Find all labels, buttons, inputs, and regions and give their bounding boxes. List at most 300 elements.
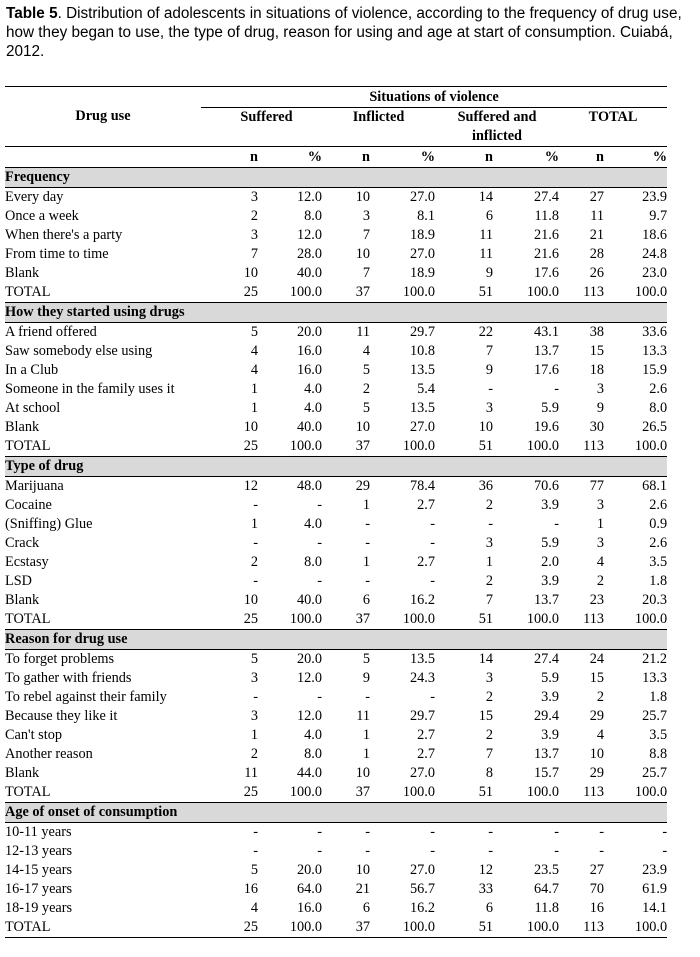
drug-use-table	[5, 86, 667, 938]
count-cell: 3	[596, 535, 604, 551]
percent-cell: 100.0	[526, 284, 559, 300]
count-cell: 3	[250, 227, 258, 243]
table-row	[5, 361, 667, 380]
count-cell: 4	[362, 343, 370, 359]
percent-cell: 24.8	[642, 246, 668, 262]
count-cell: 7	[485, 592, 493, 608]
table-row	[5, 515, 667, 534]
count-cell: 2	[250, 746, 258, 762]
count-cell: 3	[596, 381, 604, 397]
count-cell: 25	[243, 611, 258, 627]
percent-cell: 64.7	[533, 881, 559, 897]
row-label: A friend offered	[5, 324, 97, 340]
percent-cell: 40.0	[296, 419, 322, 435]
section-title: How they started using drugs	[5, 303, 667, 323]
percent-cell: 61.9	[642, 881, 668, 897]
percent-cell: 3.9	[541, 573, 559, 589]
percent-cell: 20.0	[296, 651, 322, 667]
percent-cell: 3.9	[541, 497, 559, 513]
percent-cell: 100.0	[634, 284, 668, 300]
percent-cell: 12.0	[296, 670, 322, 686]
percent-cell: 44.0	[296, 765, 322, 781]
percent-cell: 16.0	[296, 900, 322, 916]
count-cell: 25	[243, 784, 258, 800]
percent-cell: 29.4	[533, 708, 559, 724]
count-cell: 113	[583, 284, 604, 300]
count-cell: 2	[250, 208, 258, 224]
count-cell: -	[365, 689, 370, 705]
table-row	[5, 745, 667, 764]
count-cell: 10	[243, 592, 258, 608]
percent-cell: 26.5	[642, 419, 668, 435]
table-row	[5, 188, 667, 208]
count-cell: -	[599, 824, 604, 840]
count-cell: 12	[478, 862, 493, 878]
percent-cell: 100.0	[612, 918, 667, 938]
count-cell: -	[253, 689, 258, 705]
count-cell: 2	[485, 727, 493, 743]
count-cell: 14	[478, 189, 493, 205]
table-row	[5, 534, 667, 553]
count-cell: 15	[589, 670, 604, 686]
count-cell: 10	[355, 419, 370, 435]
sub-header-n: n	[485, 148, 493, 165]
percent-cell: 17.6	[533, 362, 559, 378]
percent-cell: 5.9	[541, 670, 559, 686]
count-cell: 33	[478, 881, 493, 897]
row-label: At school	[5, 400, 61, 416]
table-row	[5, 226, 667, 245]
count-cell: 21	[355, 881, 370, 897]
table-body	[5, 168, 667, 938]
count-cell: 70	[589, 881, 604, 897]
row-label: TOTAL	[5, 784, 51, 800]
percent-cell: 9.7	[649, 208, 668, 224]
percent-cell: -	[554, 381, 559, 397]
section-header-row	[5, 303, 667, 323]
row-label: Blank	[5, 592, 40, 608]
percent-cell: 100.0	[289, 284, 322, 300]
percent-cell: 100.0	[526, 438, 559, 454]
count-cell: 18	[589, 362, 604, 378]
row-label: TOTAL	[5, 438, 51, 454]
count-cell: 25	[243, 438, 258, 454]
col-header-total: TOTAL	[588, 109, 638, 125]
percent-cell: 100.0	[402, 284, 435, 300]
percent-cell: -	[554, 824, 559, 840]
count-cell: 4	[250, 362, 258, 378]
count-cell: 24	[589, 651, 604, 667]
percent-cell: 20.0	[296, 324, 322, 340]
table-row	[5, 380, 667, 399]
percent-cell: 12.0	[296, 227, 322, 243]
count-cell: 3	[596, 497, 604, 513]
count-cell: -	[253, 573, 258, 589]
count-cell: -	[253, 497, 258, 513]
count-cell: 2	[485, 497, 493, 513]
percent-cell: 18.6	[642, 227, 668, 243]
percent-cell: 4.0	[304, 727, 322, 743]
row-label: LSD	[5, 573, 33, 589]
section-header-row	[5, 168, 667, 188]
count-cell: 29	[589, 708, 604, 724]
count-cell: 27	[589, 189, 604, 205]
percent-cell: 2.7	[417, 554, 435, 570]
count-cell: 10	[355, 862, 370, 878]
count-cell: 6	[485, 900, 493, 916]
table-row	[5, 591, 667, 610]
percent-cell: 4.0	[304, 516, 322, 532]
sub-header-n: n	[362, 148, 370, 165]
table-row	[5, 899, 667, 918]
row-label: 18-19 years	[5, 900, 73, 916]
count-cell: 3	[250, 708, 258, 724]
count-cell: 7	[362, 265, 370, 281]
percent-cell: 3.5	[649, 727, 668, 743]
row-label: In a Club	[5, 362, 59, 378]
count-cell: 11	[479, 227, 493, 243]
table-header	[5, 87, 667, 168]
percent-cell: 3.9	[541, 689, 559, 705]
percent-cell: -	[430, 573, 435, 589]
percent-cell: 27.0	[409, 189, 435, 205]
percent-cell: 40.0	[296, 592, 322, 608]
count-cell: 26	[589, 265, 604, 281]
percent-cell: 23.0	[642, 265, 668, 281]
table-row	[5, 726, 667, 745]
row-label: 10-11 years	[5, 824, 72, 840]
row-label: 14-15 years	[5, 862, 73, 878]
percent-cell: 29.7	[409, 324, 435, 340]
percent-cell: 20.3	[642, 592, 668, 608]
percent-cell: 100.0	[526, 784, 559, 800]
table-row	[5, 418, 667, 437]
table-row	[5, 650, 667, 670]
table-row	[5, 553, 667, 572]
row-label: Another reason	[5, 746, 93, 762]
sub-header-pct: %	[420, 148, 435, 165]
count-cell: 77	[589, 478, 604, 494]
percent-cell: 100.0	[526, 611, 559, 627]
percent-cell: 2.0	[541, 554, 559, 570]
row-label: Blank	[5, 419, 40, 435]
count-cell: 16	[589, 900, 604, 916]
count-cell: 29	[355, 478, 370, 494]
percent-cell: 16.0	[296, 362, 322, 378]
percent-cell: 27.4	[533, 651, 559, 667]
row-label: Cocaine	[5, 497, 52, 513]
table-row	[5, 707, 667, 726]
percent-cell: 13.7	[533, 592, 559, 608]
table-row	[5, 880, 667, 899]
percent-cell: 2.7	[417, 497, 435, 513]
percent-cell: 8.0	[304, 746, 322, 762]
percent-cell: 100.0	[634, 438, 668, 454]
percent-cell: 16.2	[409, 592, 435, 608]
count-cell: -	[488, 843, 493, 859]
percent-cell: 1.8	[649, 689, 668, 705]
percent-cell: -	[662, 824, 668, 840]
percent-cell: 25.7	[642, 708, 668, 724]
count-cell: 4	[596, 554, 604, 570]
row-label: Crack	[5, 535, 40, 551]
percent-cell: 100.0	[634, 784, 668, 800]
percent-cell: 8.1	[417, 208, 435, 224]
row-label: 16-17 years	[5, 881, 73, 897]
percent-cell: -	[317, 689, 322, 705]
count-cell: 16	[243, 881, 258, 897]
section-header-row	[5, 630, 667, 650]
count-cell: 10	[355, 246, 370, 262]
count-cell: 2	[362, 381, 370, 397]
percent-cell: 10.8	[409, 343, 435, 359]
count-cell: 11	[356, 708, 370, 724]
percent-cell: 23.5	[533, 862, 559, 878]
percent-cell: -	[430, 689, 435, 705]
percent-cell: 13.3	[642, 670, 668, 686]
count-cell: -	[488, 381, 493, 397]
count-cell: 21	[589, 227, 604, 243]
percent-cell: 27.4	[533, 189, 559, 205]
percent-cell: 5.9	[541, 535, 559, 551]
count-cell: 2	[596, 573, 604, 589]
table-row	[5, 688, 667, 707]
percent-cell: 13.7	[533, 343, 559, 359]
percent-cell: 23.9	[642, 862, 668, 878]
table-row	[5, 823, 667, 843]
count-cell: 113	[559, 918, 612, 938]
percent-cell: 68.1	[642, 478, 668, 494]
percent-cell: 8.0	[304, 208, 322, 224]
percent-cell: 21.2	[642, 651, 668, 667]
row-label: TOTAL	[5, 918, 201, 938]
row-label: Once a week	[5, 208, 79, 224]
percent-cell: 4.0	[304, 400, 322, 416]
percent-cell: 64.0	[296, 881, 322, 897]
group-header: Situations of violence	[201, 87, 667, 108]
count-cell: 3	[362, 208, 370, 224]
percent-cell: -	[317, 824, 322, 840]
row-label: Someone in the family uses it	[5, 381, 175, 397]
count-cell: 9	[485, 362, 493, 378]
count-cell: 51	[478, 438, 493, 454]
count-cell: 12	[243, 478, 258, 494]
percent-cell: 100.0	[402, 611, 435, 627]
percent-cell: 27.0	[409, 246, 435, 262]
count-cell: 6	[362, 900, 370, 916]
table-row	[5, 245, 667, 264]
percent-cell: 43.1	[533, 324, 559, 340]
count-cell: 10	[355, 189, 370, 205]
count-cell: 8	[485, 765, 493, 781]
row-label: TOTAL	[5, 611, 51, 627]
percent-cell: 40.0	[296, 265, 322, 281]
count-cell: 4	[250, 900, 258, 916]
percent-cell: 23.9	[642, 189, 668, 205]
table-row	[5, 264, 667, 283]
count-cell: 2	[250, 554, 258, 570]
count-cell: -	[599, 843, 604, 859]
percent-cell: 28.0	[296, 246, 322, 262]
count-cell: 27	[589, 862, 604, 878]
table-row	[5, 861, 667, 880]
row-label: When there's a party	[5, 227, 123, 243]
row-label: Blank	[5, 265, 40, 281]
row-label: Saw somebody else using	[5, 343, 153, 359]
count-cell: 36	[478, 478, 493, 494]
percent-cell: 13.5	[409, 651, 435, 667]
count-cell: -	[488, 516, 493, 532]
percent-cell: -	[430, 516, 435, 532]
percent-cell: 13.7	[533, 746, 559, 762]
row-label: Ecstasy	[5, 554, 49, 570]
count-cell: 1	[250, 381, 258, 397]
percent-cell: 0.9	[649, 516, 668, 532]
count-cell: -	[365, 516, 370, 532]
count-cell: 51	[478, 784, 493, 800]
count-cell: 11	[356, 324, 370, 340]
total-row	[5, 918, 667, 938]
count-cell: -	[253, 535, 258, 551]
table-row	[5, 477, 667, 497]
count-cell: -	[365, 573, 370, 589]
count-cell: 1	[362, 746, 370, 762]
count-cell: -	[365, 843, 370, 859]
percent-cell: 11.8	[534, 900, 559, 916]
percent-cell: 48.0	[296, 478, 322, 494]
count-cell: 1	[362, 554, 370, 570]
count-cell: 37	[355, 438, 370, 454]
percent-cell: 17.6	[533, 265, 559, 281]
count-cell: 29	[589, 765, 604, 781]
percent-cell: 5.4	[417, 381, 435, 397]
count-cell: 7	[250, 246, 258, 262]
row-label: (Sniffing) Glue	[5, 516, 93, 532]
count-cell: 1	[362, 727, 370, 743]
count-cell: 1	[250, 727, 258, 743]
count-cell: 37	[355, 784, 370, 800]
percent-cell: 15.9	[642, 362, 668, 378]
percent-cell: -	[430, 824, 435, 840]
percent-cell: 100.0	[266, 918, 322, 938]
percent-cell: 2.6	[649, 535, 668, 551]
row-label: To rebel against their family	[5, 689, 167, 705]
percent-cell: 21.6	[533, 246, 559, 262]
percent-cell: 78.4	[409, 478, 435, 494]
percent-cell: -	[317, 497, 322, 513]
count-cell: 1	[250, 400, 258, 416]
count-cell: 7	[485, 343, 493, 359]
percent-cell: 27.0	[409, 419, 435, 435]
percent-cell: 12.0	[296, 189, 322, 205]
percent-cell: 4.0	[304, 381, 322, 397]
sub-header-blank	[5, 147, 201, 168]
sub-header-n: n	[596, 148, 604, 165]
row-label: Marijuana	[5, 478, 64, 494]
percent-cell: 56.7	[409, 881, 435, 897]
percent-cell: 12.0	[296, 708, 322, 724]
count-cell: 113	[583, 611, 604, 627]
count-cell: 3	[485, 400, 493, 416]
table-row	[5, 496, 667, 515]
total-row	[5, 283, 667, 303]
row-label: From time to time	[5, 246, 109, 262]
count-cell: 11	[590, 208, 604, 224]
col-header-inflicted: Inflicted	[352, 109, 405, 125]
count-cell: -	[365, 824, 370, 840]
percent-cell: 3.5	[649, 554, 668, 570]
percent-cell: -	[554, 843, 559, 859]
count-cell: 5	[250, 651, 258, 667]
percent-cell: 70.6	[533, 478, 559, 494]
sub-header-pct: %	[544, 148, 559, 165]
count-cell: 4	[596, 727, 604, 743]
section-header-row	[5, 803, 667, 823]
percent-cell: 16.0	[296, 343, 322, 359]
section-title: Frequency	[5, 168, 667, 188]
percent-cell: 100.0	[634, 611, 668, 627]
percent-cell: 100.0	[289, 438, 322, 454]
count-cell: 37	[355, 284, 370, 300]
percent-cell: 33.6	[642, 324, 668, 340]
count-cell: 4	[250, 343, 258, 359]
count-cell: 5	[362, 400, 370, 416]
percent-cell: 100.0	[402, 438, 435, 454]
row-label: Because they like it	[5, 708, 118, 724]
section-title: Age of onset of consumption	[5, 803, 667, 823]
percent-cell: 8.0	[649, 400, 668, 416]
count-cell: 10	[243, 419, 258, 435]
count-cell: 3	[485, 535, 493, 551]
count-cell: 10	[355, 765, 370, 781]
section-title: Type of drug	[5, 457, 667, 477]
count-cell: 113	[583, 784, 604, 800]
count-cell: -	[253, 824, 258, 840]
row-label: To forget problems	[5, 651, 115, 667]
count-cell: 23	[589, 592, 604, 608]
count-cell: 38	[589, 324, 604, 340]
percent-cell: 18.9	[409, 227, 435, 243]
count-cell: 2	[596, 689, 604, 705]
count-cell: 2	[485, 689, 493, 705]
count-cell: 9	[362, 670, 370, 686]
count-cell: 22	[478, 324, 493, 340]
count-cell: 15	[589, 343, 604, 359]
count-cell: 7	[362, 227, 370, 243]
count-cell: 10	[589, 746, 604, 762]
table-row	[5, 323, 667, 343]
table-row	[5, 399, 667, 418]
count-cell: 10	[243, 265, 258, 281]
count-cell: 37	[322, 918, 378, 938]
row-label: Can't stop	[5, 727, 62, 743]
section-title: Reason for drug use	[5, 630, 667, 650]
table-caption	[6, 4, 696, 61]
count-cell: 11	[479, 246, 493, 262]
count-cell: 1	[596, 516, 604, 532]
percent-cell: 27.0	[409, 765, 435, 781]
count-cell: 11	[244, 765, 258, 781]
count-cell: 37	[355, 611, 370, 627]
caption-text: . Distribution of adolescents in situations of violence, according to the frequency of drug use, how they began to use, the type of drug, reason for using and age at start of consumption. Cuiabá, 2012.	[6, 5, 682, 60]
percent-cell: 100.0	[289, 784, 322, 800]
count-cell: 113	[583, 438, 604, 454]
percent-cell: 13.5	[409, 400, 435, 416]
percent-cell: 100.0	[402, 784, 435, 800]
percent-cell: 100.0	[289, 611, 322, 627]
count-cell: 25	[201, 918, 266, 938]
percent-cell: 2.7	[417, 746, 435, 762]
